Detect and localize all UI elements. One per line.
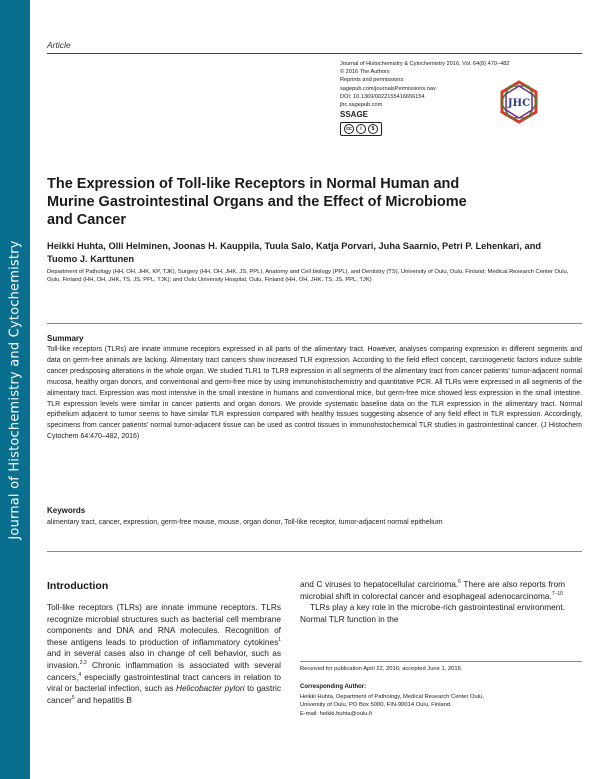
intro-text: and in several cases also in change of cell behavior, such as invasion. <box>47 648 281 670</box>
intro-text: There are also reports from microbial shift in colorectal cancer and esophageal adenocarcinoma. <box>300 579 565 601</box>
reference-link[interactable]: 5 <box>71 694 75 701</box>
intro-text: to gastric cancer <box>47 683 282 705</box>
article-label: Article <box>47 40 71 50</box>
introduction-heading: Introduction <box>47 580 109 592</box>
corresponding-author-heading: Corresponding Author: <box>300 684 367 690</box>
meta-copyright: © 2016 The Authors <box>340 69 390 76</box>
summary-body: Toll-like receptors (TLRs) are innate immune receptors expressed in all parts of the alimentary tract. However, analyses comparing expression in different segments and data on germ-free animals are lacking. Alimentary tract cancers show increased TLR expression. According to the field effect concept, carcinogenetic factors induce subtle cancer predisposing alterations in the whole organ. We studied TLR1 to TLR9 expression in all segments of the alimentary tract from cancer patients' tumor-adjacent normal mucosa, healthy organ donors, and conventional and germ-free mice by using immunohistochemistry and quantitative PCR. All TLRs were expressed in all segments of the alimentary tract. Expression was most intensive in the small intestine in humans and conventional mice, but germ-free mice showed less expression in the small intestine. TLR expression levels were similar in cancer patients and organ donors. We provide systematic baseline data on the TLR expression in the alimentary tract. Normal epithelium adjacent to tumor seems to have similar TLR expression compared with healthy tissues suggesting absence of any field effect in TLR expression. Accordingly, specimens from cancer patients' normal tumor-adjacent tissue can be used as control tissues in immunohistochemical TLR studies in gastrointestinal cancer. <box>47 346 582 430</box>
sidebar-journal-name: Journal of Histochemistry and Cytochemistry <box>7 240 23 540</box>
intro-text: and hepatitis B <box>74 694 132 705</box>
article-title: The Expression of Toll-like Receptors in Normal Human and Murine Gastrointestinal Organs and the Effect of Microbiome and Cancer <box>47 176 467 228</box>
cc-icon: cc <box>344 124 354 134</box>
summary-citation: (J Histochem Cytochem 64:470–482, 2016) <box>47 422 583 441</box>
intro-text: Chronic inflammation is associated with several cancers, <box>47 659 281 682</box>
intro-paragraph <box>47 602 281 706</box>
keywords-heading: Keywords <box>47 506 86 515</box>
intro-text: and C viruses to hepatocellular carcinoma. <box>300 579 459 589</box>
publisher-logo: SSAGE <box>340 110 369 120</box>
attribution-icon: i <box>356 124 366 134</box>
reference-link[interactable]: 6 <box>458 579 461 586</box>
reference-link[interactable]: 4 <box>78 671 82 678</box>
journal-sidebar <box>0 0 30 779</box>
meta-citation: Journal of Histochemistry & Cytochemistry 2016, Vol. 64(8) 470–482 <box>340 61 510 67</box>
keywords-divider <box>47 551 582 552</box>
affiliations: Department of Pathology (HH, OH, JHK, KP, TJK), Surgery (HH, OH, JHK, JS, PPL), Anatomy and Cell biology (PPL), and Dentistry (TS), University of Oulu, Oulu, Finland; Medical Research Center Oulu, Oulu, Finland (HH, OH, JHK, TS, JS, PPL, TJK); and Oulu University Hospital, Oulu, Finland (HH, OH, JHK, TS, JS, PPL, TJK) <box>47 269 569 284</box>
introduction-column-2 <box>300 579 565 625</box>
corresponding-author-details <box>300 693 484 718</box>
intro-paragraph-2: TLRs play a key role in the microbe-rich gastrointestinal environment. Normal TLR function in the <box>300 602 565 624</box>
creative-commons-badge[interactable] <box>340 122 382 136</box>
noncommercial-icon: $ <box>368 124 378 134</box>
corresponding-author-line: University of Oulu, PO Box 5000, FIN-90014 Oulu, Finland. <box>300 702 452 709</box>
summary-text <box>47 345 582 443</box>
keywords-text: alimentary tract, cancer, expression, germ-free mouse, mouse, organ donor, Toll-like receptor, tumor-adjacent normal epithelium <box>47 519 443 526</box>
introduction-column-1 <box>47 602 281 706</box>
intro-paragraph <box>300 579 565 602</box>
intro-text: Toll-like receptors (TLRs) are innate immune receptors. TLRs recognize microbial structures such as bacterial cell membrane components and DNA and RNA molecules. Recognition of these antigens leads to production of inflammatory cytokines <box>47 602 281 647</box>
species-name: Helicobacter pylori <box>175 683 245 694</box>
jhc-logo-text: JHC <box>507 98 531 109</box>
corresponding-author-email[interactable]: E-mail: heikki.huhta@oulu.fi <box>300 710 372 717</box>
footnote-divider <box>300 661 582 662</box>
summary-heading: Summary <box>47 334 84 343</box>
jhc-logo <box>497 80 541 124</box>
meta-reprints: Reprints and permissions: <box>340 77 405 84</box>
reference-link[interactable]: 7–10 <box>551 590 563 597</box>
meta-journal-url[interactable]: jhc.sagepub.com <box>340 102 383 109</box>
author-list: Heikki Huhta, Olli Helminen, Joonas H. Kauppila, Tuula Salo, Katja Porvari, Juha Saarnio, Petri P. Lehenkari, and Tuomo J. Karttunen <box>47 241 542 264</box>
meta-doi[interactable]: DOI: 10.1369/0022155416656154 <box>340 93 425 100</box>
header-divider <box>47 53 582 54</box>
reference-link[interactable]: 2,3 <box>79 660 87 667</box>
corresponding-author-line: Heikki Huhta, Department of Pathology, Medical Research Center Oulu, <box>300 694 484 700</box>
meta-permissions-link[interactable]: sagepub.com/journalsPermissions.nav <box>340 85 436 92</box>
summary-divider <box>47 323 582 324</box>
intro-text: especially gastrointestinal tract cancers in relation to viral or bacterial infection, such as <box>47 671 281 694</box>
received-dates: Received for publication April 22, 2016; accepted June 1, 2016. <box>300 666 463 672</box>
reference-link[interactable]: 1 <box>278 637 281 644</box>
